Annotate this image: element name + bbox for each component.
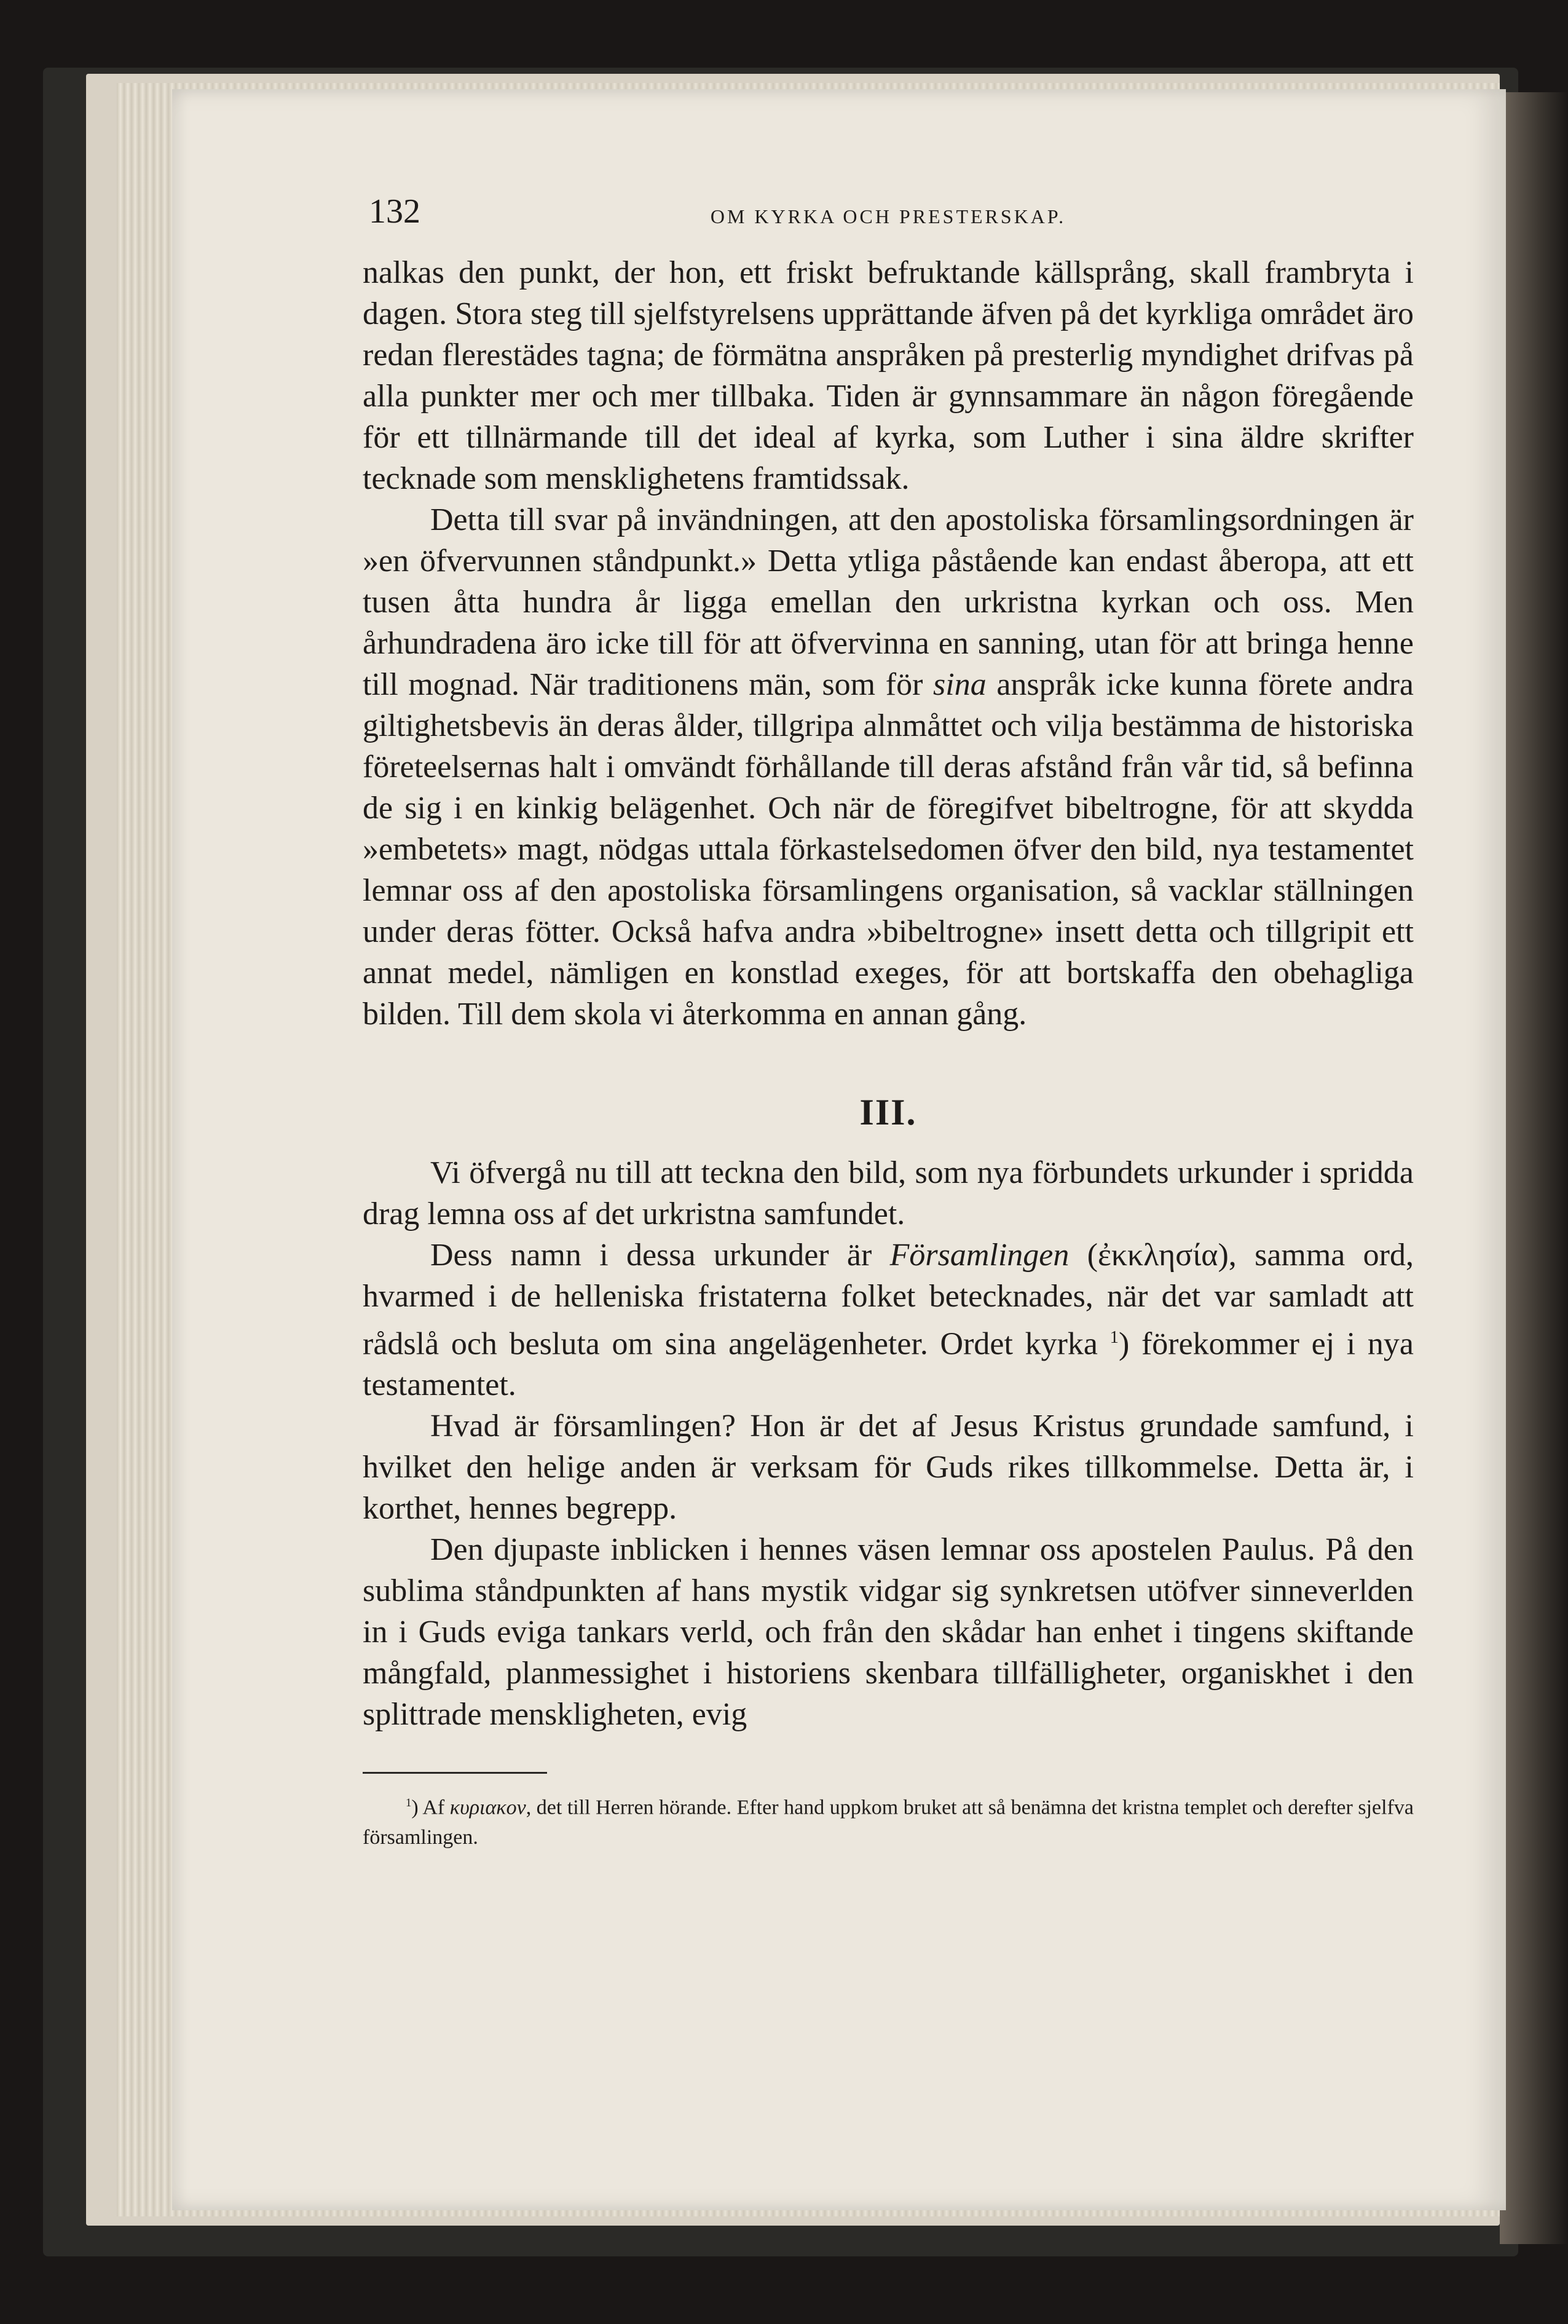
paragraph-5: Hvad är församlingen? Hon är det af Jesus Kristus grundade samfund, i hvilket den helige anden är verksam för Guds rikes tillkommelse. Detta är, i korthet, hennes begrepp. (363, 1409, 1414, 1527)
book-binding-edge (1500, 92, 1568, 2244)
paragraph-4-part-a: Dess namn i dessa urkunder är (430, 1238, 890, 1273)
paragraph-2-emphasis: sina (933, 667, 987, 702)
footnote-divider (363, 1772, 547, 1774)
paragraph-4-part-c: ) förekommer ej i nya testamentet. (363, 1326, 1414, 1403)
paragraph-4-emphasis: Församlingen (889, 1238, 1070, 1273)
footnote-greek-term: κυριακον (449, 1796, 526, 1819)
paragraph-4-part-b: (ἐκκλησία), samma ord, hvarmed i de helleniska fristaterna folket betecknades, när det var samladt att rådslå och besluta om sina angelägenheter. Ordet kyrka (363, 1238, 1414, 1362)
paragraph-2-part-b: anspråk icke kunna förete andra giltighetsbevis än deras ålder, tillgripa alnmåttet och vilja bestämma de historiska företeelsernas halt i omvändt förhållande till deras afstånd från vår tid, så befinna de sig i en kinkig belägenhet. Och när de föregifvet bibeltrogne, för att skydda »embetets» magt, nödgas uttala förkastelsedomen öfver den bild, nya testamentet lemnar oss af den apostoliska församlingens organisation, så vacklar ställningen under deras fötter. Också hafva andra »bibeltrogne» insett detta och tillgripit ett annat medel, nämligen en konstlad exeges, för att bortskaffa den obehagliga bilden. Till dem skola vi återkomma en annan gång. (363, 667, 1414, 1032)
footnote (363, 1788, 1414, 1852)
footnote-marker: 1 (406, 1796, 412, 1810)
section-heading: III. (859, 1092, 917, 1132)
paragraph-3: Vi öfvergå nu till att teckna den bild, som nya förbundets urkunder i spridda drag lemna oss af det urkristna samfundet. (363, 1155, 1414, 1231)
footnote-reference: 1 (1109, 1328, 1119, 1347)
page-number: 132 (369, 192, 420, 231)
paragraph-4 (363, 1235, 1414, 1405)
footnote-text-a: ) Af (411, 1796, 450, 1819)
running-title: OM KYRKA OCH PRESTERSKAP. (710, 205, 1066, 227)
paragraph-2-part-a: Detta till svar på invändningen, att den apostoliska församlingsordningen är »en öfvervunnen ståndpunkt.» Detta ytliga påstående kan endast åberopa, att ett tusen åtta hundra år ligga emellan den urkristna kyrkan och oss. Men århundradena äro icke till för att öfvervinna en sanning, utan för att bringa henne till mognad. När traditionens män, som för (363, 502, 1414, 702)
page-content (363, 184, 1414, 1873)
footnote-text-b: , det till Herren hörande. Efter hand uppkom bruket att så benämna det kristna templet och derefter sjelfva församlingen. (363, 1796, 1414, 1849)
paragraph-6: Den djupaste inblicken i hennes väsen lemnar oss apostelen Paulus. På den sublima ståndpunkten af hans mystik vidgar sig synkretsen utöfver sinneverlden in i Guds eviga tankars verld, och från den skådar han enhet i tingens skiftande mångfald, planmessighet i historiens skenbara tillfälligheter, organiskhet i den splittrade menskligheten, evig (363, 1532, 1414, 1733)
paragraph-1: nalkas den punkt, der hon, ett friskt befruktande källsprång, skall frambryta i dagen. Stora steg till sjelfstyrelsens upprättande äfven på det kyrkliga området äro redan flerestädes tagna; de förmätna anspråken på presterlig myndighet drifvas på alla punkter mer och mer tillbaka. Tiden är gynnsammare än någon föregående för ett tillnärmande till det ideal af kyrka, som Luther i sina äldre skrifter tecknade som mensklighetens framtidssak. (363, 255, 1414, 496)
page-header (363, 184, 1414, 234)
paragraph-2 (363, 499, 1414, 1035)
